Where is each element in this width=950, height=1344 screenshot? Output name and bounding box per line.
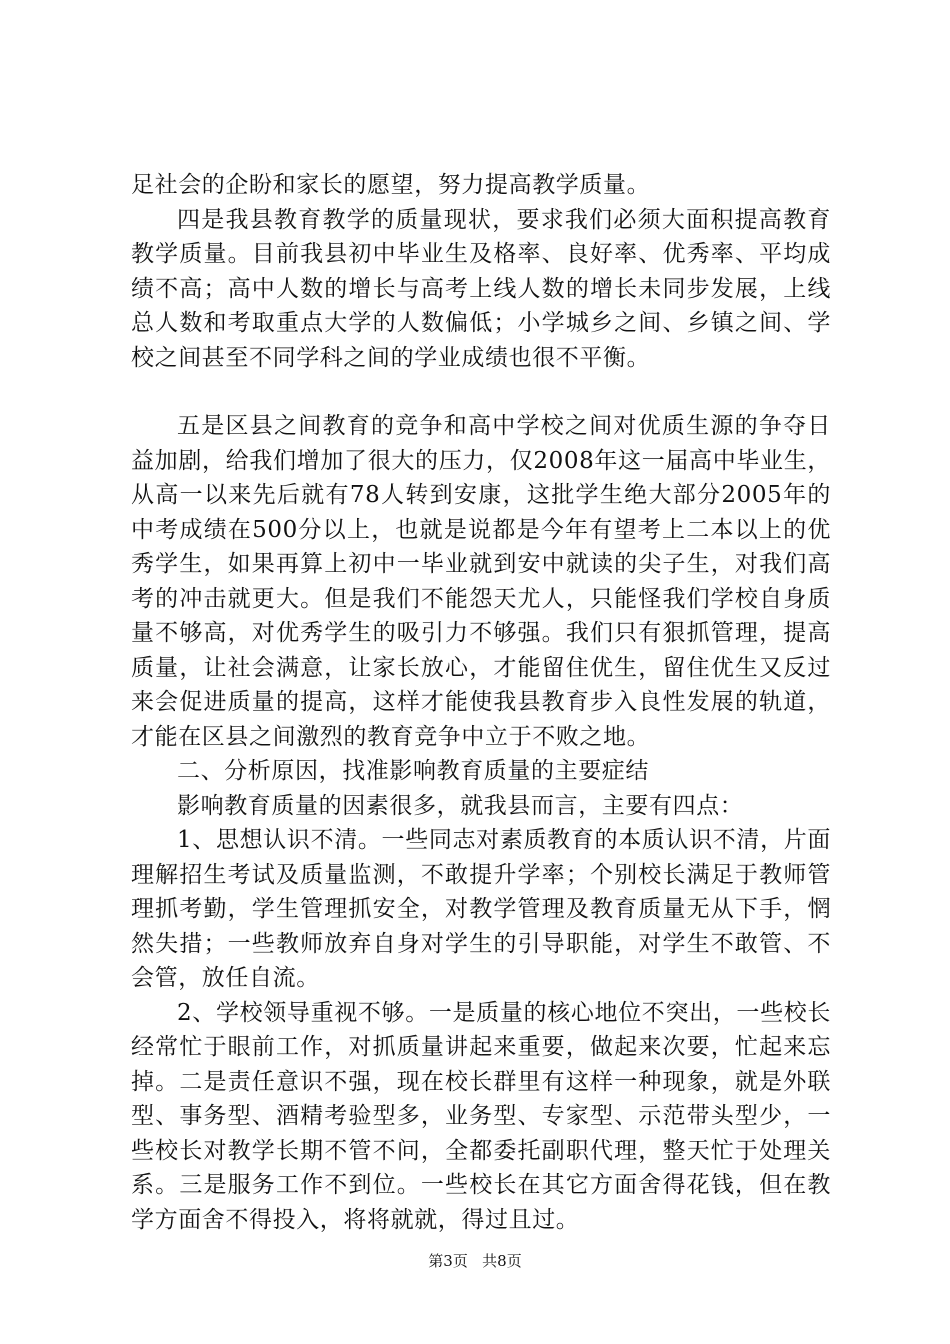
paragraph-point-1: 1、思想认识不清。一些同志对素质教育的本质认识不清，片面理解招生考试及质量监测，不敢提升学率；个别校长满足于教师管理抓考勤，学生管理抓安全，对教学管理及教育质量无从下手，惘然失措；一些教师放弃自身对学生的引导职能，对学生不敢管、不会管，放任自流。 [131,827,831,991]
paragraph-competition: 五是区县之间教育的竞争和高中学校之间对优质生源的争夺日益加剧，给我们增加了很大的压力，仅2008年这一届高中毕业生，从高一以来先后就有78人转到安康，这批学生绝大部分2005年的中考成绩在500分以上，也就是说都是今年有望考上二本以上的优秀学生，如果再算上初中一毕业就到安中就读的尖子生，对我们高考的冲击就更大。但是我们不能怨天尤人，只能怪我们学校自身质量不够高，对优秀学生的吸引力不够强。我们只有狠抓管理，提高质量，让社会满意，让家长放心，才能留住优生，留住优生又反过来会促进质量的提高，这样才能使我县教育步入良性发展的轨道，才能在区县之间激烈的教育竞争中立于不败之地。 [131,413,831,750]
document-body [131,168,831,1237]
page-separator [473,1252,478,1270]
paragraph-point-2: 2、学校领导重视不够。一是质量的核心地位不突出，一些校长经常忙于眼前工作，对抓质量讲起来重要，做起来次要，忙起来忘掉。二是责任意识不强，现在校长群里有这样一种现象，就是外联型、事务型、酒精考验型多，业务型、专家型、示范带头型少，一些校长对教学长期不管不问，全都委托副职代理，整天忙于处理关系。三是服务工作不到位。一些校长在其它方面舍得花钱，但在教学方面舍不得投入，将将就就，得过且过。 [131,999,831,1233]
paragraph-quality-status: 四是我县教育教学的质量现状，要求我们必须大面积提高教育教学质量。目前我县初中毕业生及格率、良好率、优秀率、平均成绩不高；高中人数的增长与高考上线人数的增长未同步发展，上线总人数和考取重点大学的人数偏低；小学城乡之间、乡镇之间、学校之间甚至不同学科之间的学业成绩也很不平衡。 [131,206,831,371]
paragraph-continuation: 足社会的企盼和家长的愿望，努力提高教学质量。 [131,172,651,198]
page-footer [0,1250,950,1271]
paragraph-factors-intro: 影响教育质量的因素很多，就我县而言，主要有四点： [177,792,744,819]
section-heading-analysis: 二、分析原因，找准影响教育质量的主要症结 [177,758,649,784]
page-number: 第3页 [428,1252,468,1270]
page-total: 共8页 [482,1252,522,1270]
